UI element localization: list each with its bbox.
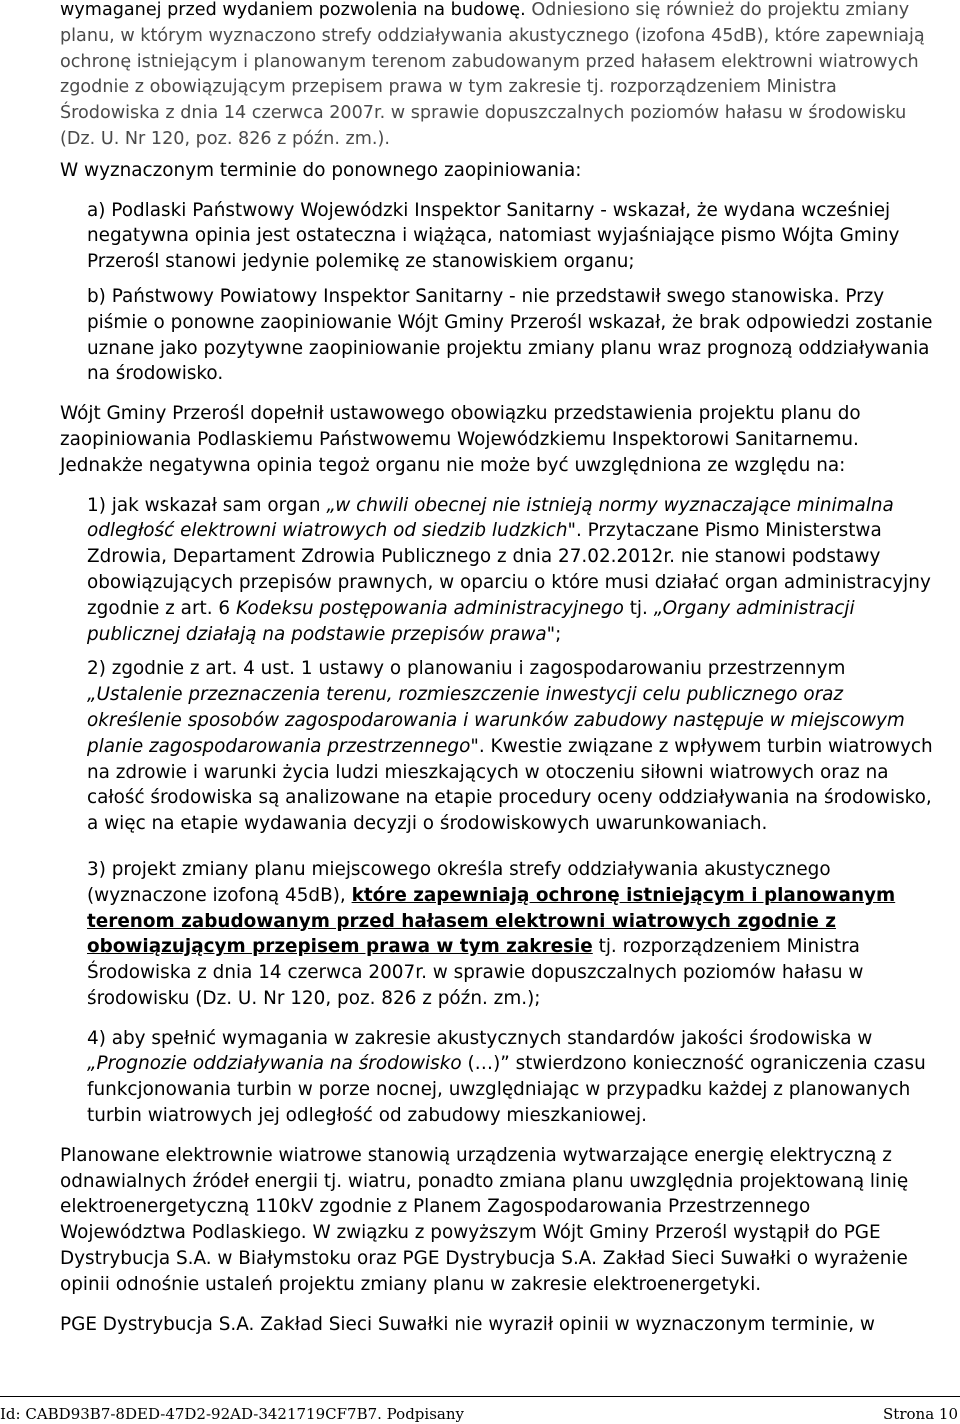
quote-no-norms: „w chwili obecnej nie istnieją normy wyznaczające minimalna odległość elektrowni wiatrowych od siedzib ludzkich xyxy=(87,494,894,542)
intro-paragraph xyxy=(60,0,940,153)
paragraph-obligation: Wójt Gminy Przerośl dopełnił ustawowego obowiązku przedstawienia projektu planu do zaopiniowania Podlaskiemu Państwowemu Wojewódzkiemu Inspektorowi Sanitarnemu. Jednakże negatywna opinia tegoż organu nie może być uwzględniona ze względu na: xyxy=(60,403,861,476)
kpa-title: Kodeksu postępowania administracyjnego xyxy=(235,597,624,619)
point-1: 1) jak wskazał sam organ „w chwili obecnej nie istnieją normy wyznaczające minimalna odległość elektrowni wiatrowych od siedzib ludzkich". Przytaczane Pismo Ministerstwa Zdrowia, Departament Zdrowia Publicznego z dnia 27.02.2012r. nie stanowi podstawy obowiązujących przepisów prawnych, w oparciu o które musi działać organ administracyjny zgodnie z art. 6 Kodeksu postępowania administracyjnego tj. „Organy administracji publicznej działają na podstawie przepisów prawa"; xyxy=(87,494,931,645)
page-footer xyxy=(0,1392,960,1424)
document-body xyxy=(60,0,940,1337)
item-b: b) Państwowy Powiatowy Inspektor Sanitarny - nie przedstawił swego stanowiska. Przy piśmie o ponowne zaopiniowanie Wójt Gminy Przerośl wskazał, że brak odpowiedzi zostanie uznane jako pozytywne zaopiniowanie projektu zmiany planu wraz prognozą oddziaływania na środowisko. xyxy=(87,285,933,385)
intro-first-phrase: wymaganej przed wydaniem pozwolenia na budowę. xyxy=(60,0,526,20)
point-2: 2) zgodnie z art. 4 ust. 1 ustawy o planowaniu i zagospodarowaniu przestrzennym „Ustalenie przeznaczenia terenu, rozmieszczenie inwestycji celu publicznego oraz określenie sposobów zagospodarowania i warunków zabudowy następuje w miejscowym planie zagospodarowania przestrzennego". Kwestie związane z wpływem turbin wiatrowych na zdrowie i warunki życia ludzi mieszkających w otoczeniu siłowni wiatrowych oraz na całość środowiska są analizowane na etapie procedury oceny oddziaływania na środowisko, a więc na etapie wydawania decyzji o środowiskowych uwarunkowaniach. xyxy=(87,658,933,835)
prognoza-title: „Prognozie oddziaływania na środowisko xyxy=(87,1053,462,1075)
quote-ustalenie: „Ustalenie przeznaczenia terenu, rozmieszczenie inwestycji celu publicznego oraz określenie sposobów zagospodarowania i warunków zabudowy następuje w miejscowym planie zagospodarowania przestrzennego xyxy=(87,684,905,757)
paragraph-pge: PGE Dystrybucja S.A. Zakład Sieci Suwałki nie wyraził opinii w wyznaczonym terminie, w xyxy=(60,1313,875,1335)
footer-divider xyxy=(0,1396,960,1397)
emphasis-underlined: które zapewniają ochronę istniejącym i planowanym terenom zabudowanym przed hałasem elektrowni wiatrowych zgodnie z obowiązującym przepisem prawa w tym zakresie xyxy=(87,884,896,958)
item-a: a) Podlaski Państwowy Wojewódzki Inspektor Sanitarny - wskazał, że wydana wcześniej negatywna opinia jest ostateczna i wiążąca, natomiast wyjaśniające pismo Wójta Gminy Przerośl stanowi jedynie polemikę ze stanowiskiem organu; xyxy=(87,199,900,273)
rezoning-intro: W wyznaczonym terminie do ponownego zaopiniowania: xyxy=(60,159,582,181)
quote-organy: „Organy administracji publicznej działają na podstawie przepisów prawa xyxy=(87,597,855,645)
intro-continuation: Odniesiono się również do projektu zmiany planu, w którym wyznaczono strefy oddziaływania akustycznego (izofona 45dB), które zapewniają ochronę istniejącym i planowanym terenom zabudowanym przed hałasem elektrowni wiatrowych zgodnie z obowiązującym przepisem prawa w tym zakresie tj. rozporządzeniem Ministra Środowiska z dnia 14 czerwca 2007r. w sprawie dopuszczalnych poziomów hałasu w środowisku (Dz. U. Nr 120, poz. 826 z późn. zm.). xyxy=(60,0,925,149)
document-id: Id: CABD93B7-8DED-47D2-92AD-3421719CF7B7. Podpisany xyxy=(0,1405,464,1423)
page-number: Strona 10 xyxy=(883,1405,958,1423)
paragraph-energy: Planowane elektrownie wiatrowe stanowią urządzenia wytwarzające energię elektryczną z odnawialnych źródeł energii tj. wiatru, ponadto zmiana planu uwzględnia projektowaną linię elektroenergetyczną 110kV zgodnie z Planem Zagospodarowania Przestrzennego Województwa Podlaskiego. W związku z powyższym Wójt Gminy Przerośl wystąpił do PGE Dystrybucja S.A. w Białymstoku oraz PGE Dystrybucja S.A. Zakład Sieci Suwałki o wyrażenie opinii odnośnie ustaleń projektu zmiany planu w zakresie elektroenergetyki. xyxy=(60,1144,909,1295)
point-3: 3) projekt zmiany planu miejscowego określa strefy oddziaływania akustycznego (wyznaczone izofoną 45dB), które zapewniają ochronę istniejącym i planowanym terenom zabudowanym przed hałasem elektrowni wiatrowych zgodnie z obowiązującym przepisem prawa w tym zakresie tj. rozporządzeniem Ministra Środowiska z dnia 14 czerwca 2007r. w sprawie dopuszczalnych poziomów hałasu w środowisku (Dz. U. Nr 120, poz. 826 z późn. zm.); xyxy=(87,858,896,1009)
point-4: 4) aby spełnić wymagania w zakresie akustycznych standardów jakości środowiska w „Prognozie oddziaływania na środowisko (…)” stwierdzono konieczność ograniczenia czasu funkcjonowania turbin w porze nocnej, uwzględniając w przypadku każdej z planowanych turbin wiatrowych jej odległość od zabudowy mieszkaniowej. xyxy=(87,1027,926,1127)
